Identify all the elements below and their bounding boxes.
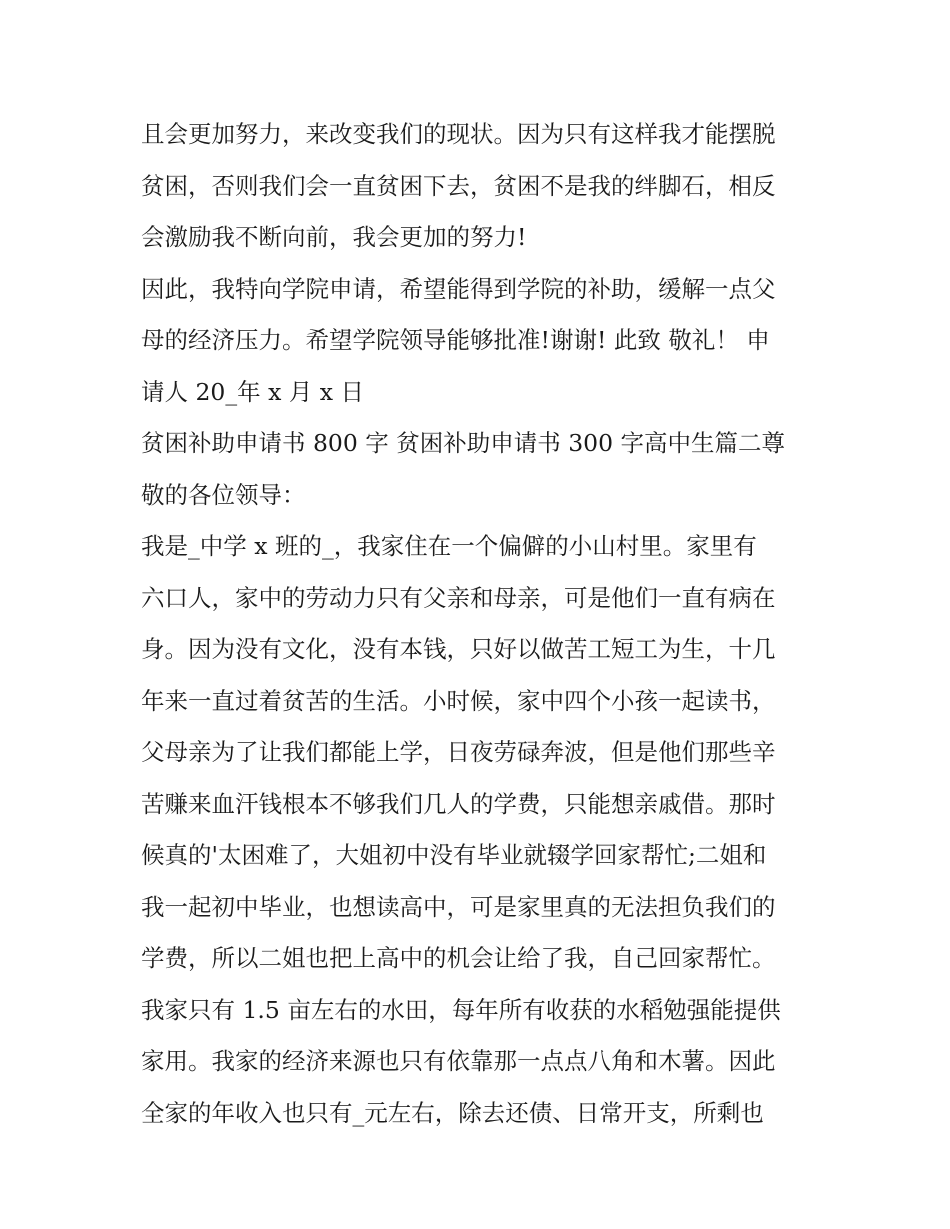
text-line: 全家的年收入也只有_元左右，除去还债、日常开支，所剩也 <box>141 1098 764 1127</box>
document-body <box>141 109 831 1139</box>
text-line: 苦赚来血汗钱根本不够我们几人的学费，只能想亲戚借。那时 <box>141 789 776 818</box>
text-line: 六口人，家中的劳动力只有父亲和母亲，可是他们一直有病在 <box>141 583 776 612</box>
text-line: 请人 20_年 x 月 x 日 <box>141 377 365 406</box>
text-line: 我一起初中毕业，也想读高中，可是家里真的无法担负我们的 <box>141 892 776 921</box>
text-line: 母的经济压力。希望学院领导能够批准!谢谢! 此致 敬礼！ 申 <box>141 326 770 354</box>
text-line: 会激励我不断向前，我会更加的努力! <box>141 223 527 251</box>
text-line: 身。因为没有文化，没有本钱，只好以做苦工短工为生，十几 <box>141 635 776 663</box>
text-line: 贫困，否则我们会一直贫困下去，贫困不是我的绊脚石，相反 <box>141 171 776 200</box>
text-line: 我是_中学 x 班的_，我家住在一个偏僻的小山村里。家里有 <box>141 532 757 560</box>
text-line: 我家只有 1.5 亩左右的水田，每年所有收获的水稻勉强能提供 <box>141 995 781 1024</box>
text-line: 父母亲为了让我们都能上学，日夜劳碌奔波，但是他们那些辛 <box>141 738 776 766</box>
text-line: 因此，我特向学院申请，希望能得到学院的补助，缓解一点父 <box>141 274 776 303</box>
text-line: 年来一直过着贫苦的生活。小时候，家中四个小孩一起读书， <box>141 686 776 715</box>
text-line: 贫困补助申请书 800 字 贫困补助申请书 300 字高中生篇二尊 <box>141 429 786 457</box>
text-line: 敬的各位领导： <box>141 480 306 509</box>
text-line: 学费，所以二姐也把上高中的机会让给了我，自己回家帮忙。 <box>141 944 776 972</box>
text-line: 候真的'太困难了，大姐初中没有毕业就辍学回家帮忙;二姐和 <box>141 841 767 869</box>
text-line: 且会更加努力，来改变我们的现状。因为只有这样我才能摆脱 <box>141 120 776 148</box>
text-line: 家用。我家的经济来源也只有依靠那一点点八角和木薯。因此 <box>141 1047 776 1075</box>
